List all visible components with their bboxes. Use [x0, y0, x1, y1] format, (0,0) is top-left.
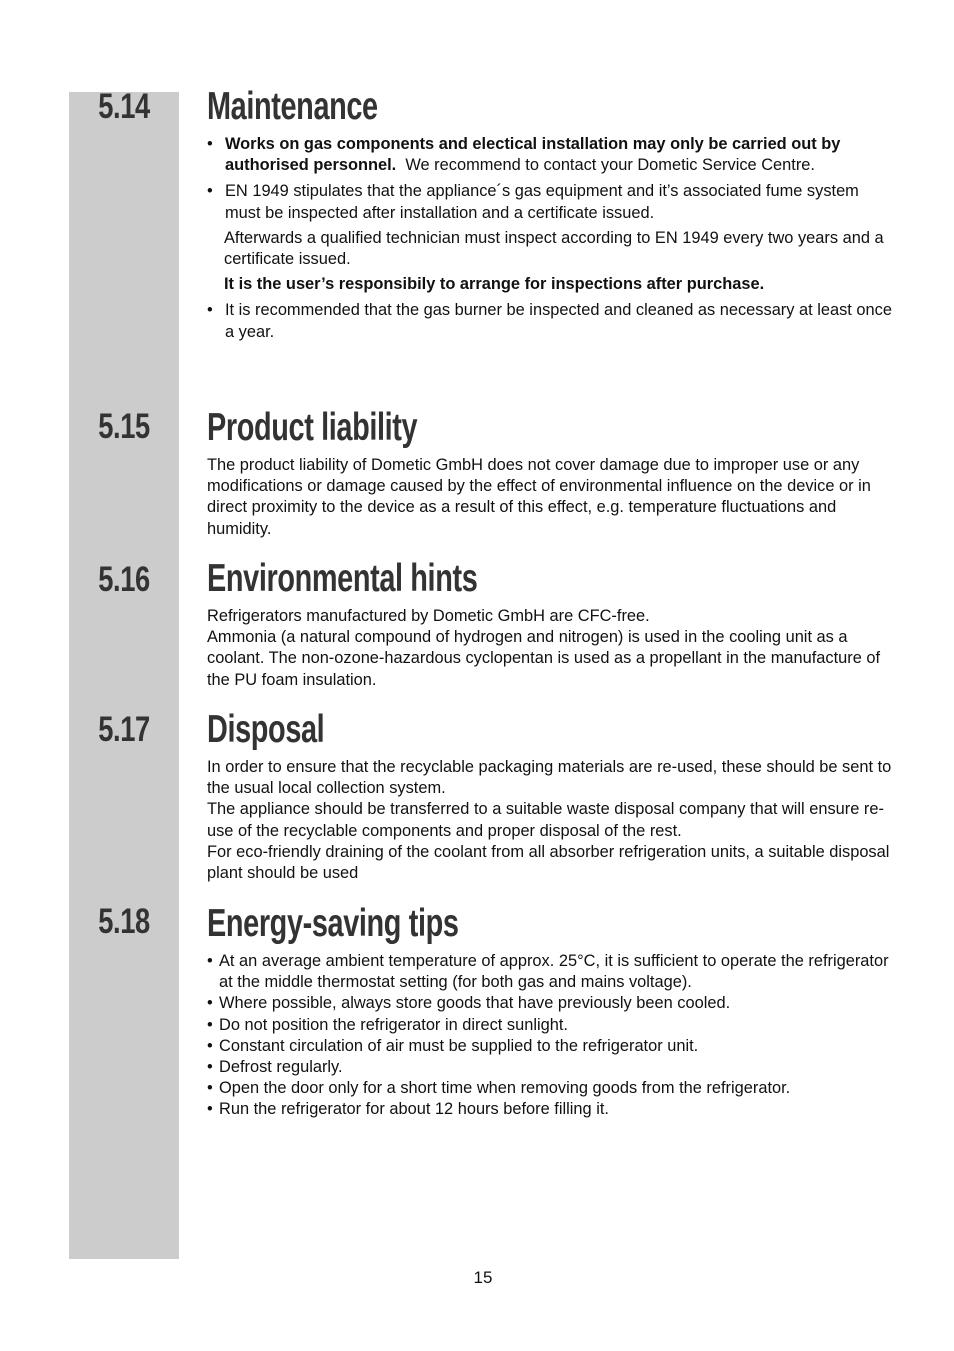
bullet-icon: • — [207, 994, 213, 1013]
list-item: • Open the door only for a short time when removing goods from the refrigerator. — [207, 1078, 892, 1099]
bullet-icon: • — [207, 1036, 213, 1055]
paragraph: In order to ensure that the recyclable packaging materials are re-used, these should be sent to the usual local collection system. — [207, 758, 892, 798]
section-body — [207, 606, 892, 691]
list-item: • Do not position the refrigerator in direct sunlight. — [207, 1015, 892, 1036]
paragraph: The product liability of Dometic GmbH does not cover damage due to improper use or any modifications or damage caused by the effect of environmental influence on the device or in direct proximity to the device as a result of this effect, e.g. temperature fluctuations and humidity. — [207, 456, 871, 538]
section-number: 5.14 — [98, 87, 150, 126]
section-title: Energy-saving tips — [207, 902, 459, 945]
section-number: 5.17 — [98, 710, 150, 749]
indented-bold-note: It is the user’s responsibily to arrange for inspections after purchase. — [224, 275, 765, 294]
paragraph: Refrigerators manufactured by Dometic GmbH are CFC-free. — [207, 607, 650, 625]
bullet-icon: • — [207, 1015, 213, 1034]
list-item: • Where possible, always store goods that have previously been cooled. — [207, 993, 892, 1014]
list-item: • It is recommended that the gas burner be inspected and cleaned as necessary at least once a year. — [207, 301, 892, 341]
section-title: Disposal — [207, 708, 325, 751]
list-item: • Run the refrigerator for about 12 hours before filling it. — [207, 1099, 892, 1120]
bullet-icon: • — [207, 135, 213, 153]
bullet-icon: • — [207, 182, 213, 201]
bullet-icon: • — [207, 301, 213, 320]
list-item: • Works on gas components and electical installation may only be carried out by authorised personnel. We recommend to contact your Dometic Service Centre. — [207, 135, 841, 175]
paragraph: The appliance should be transferred to a suitable waste disposal company that will ensure re-use of the recyclable components and proper disposal of the rest. — [207, 800, 884, 840]
list-item: • Defrost regularly. — [207, 1057, 892, 1078]
section-body — [207, 951, 892, 1121]
list-item: • At an average ambient temperature of approx. 25°C, it is sufficient to operate the refrigerator at the middle thermostat setting (for both gas and mains voltage). — [207, 952, 889, 992]
section-number: 5.18 — [98, 902, 150, 941]
section-number: 5.15 — [98, 407, 150, 446]
section-body — [207, 134, 892, 343]
list-item: • EN 1949 stipulates that the appliance´s gas equipment and it’s associated fume system must be inspected after installation and a certificate issued. — [207, 182, 859, 222]
list-item: • Constant circulation of air must be supplied to the refrigerator unit. — [207, 1036, 892, 1057]
paragraph: For eco-friendly draining of the coolant from all absorber refrigeration units, a suitable disposal plant should be used — [207, 842, 890, 883]
bullet-icon: • — [207, 1079, 213, 1098]
bullet-icon: • — [207, 1100, 213, 1119]
bullet-icon: • — [207, 952, 213, 970]
section-body — [207, 757, 892, 884]
indented-paragraph: Afterwards a qualified technician must inspect according to EN 1949 every two years and a certificate issued. — [224, 228, 884, 269]
section-title: Maintenance — [207, 85, 378, 128]
page-number: 15 — [473, 1268, 493, 1287]
section-number: 5.16 — [98, 560, 150, 599]
section-body — [207, 455, 892, 540]
bullet-icon: • — [207, 1058, 213, 1077]
section-title: Environmental hints — [207, 557, 478, 600]
section-title: Product liability — [207, 406, 418, 449]
paragraph: Ammonia (a natural compound of hydrogen and nitrogen) is used in the cooling unit as a coolant. The non-ozone-hazardous cyclopentan is used as a propellant in the manufacture of the PU foam insulation. — [207, 628, 881, 689]
side-band — [69, 92, 179, 1259]
